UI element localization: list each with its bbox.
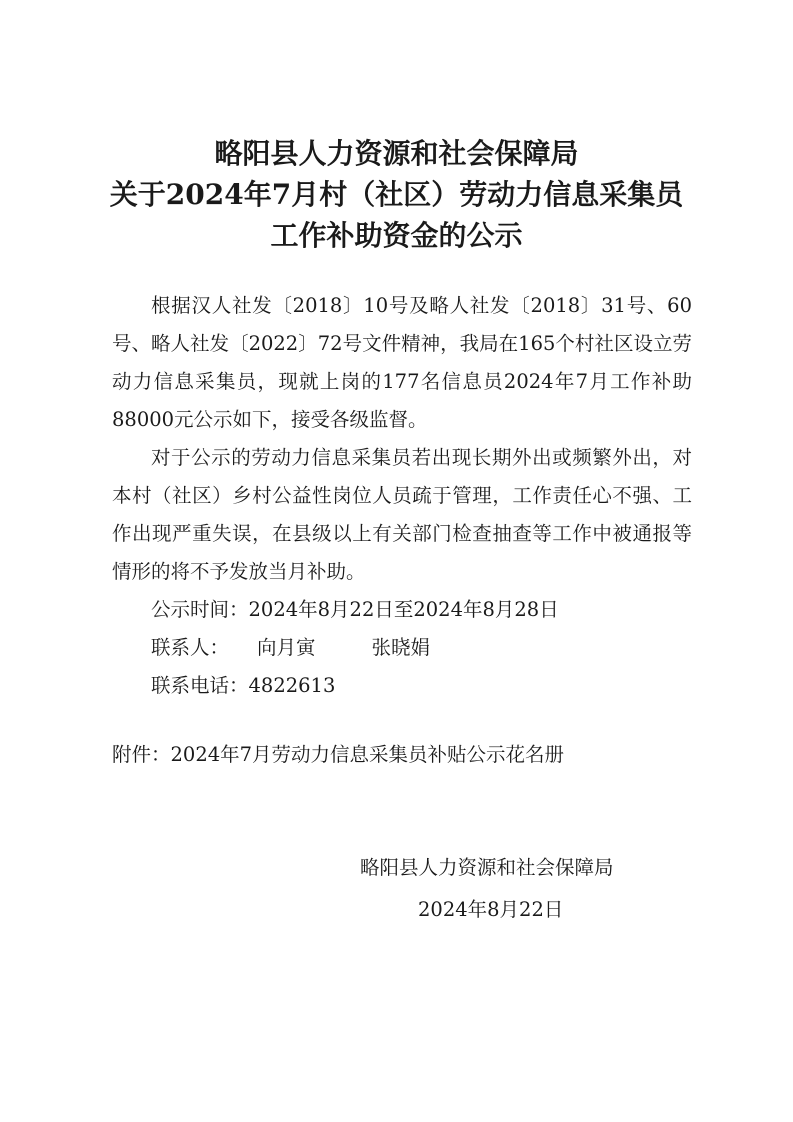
attachment-note: 附件：2024年7月劳动力信息采集员补贴公示花名册 <box>112 743 565 766</box>
document-title <box>0 133 793 256</box>
contact-label: 联系人： <box>151 636 230 659</box>
signature-org: 略阳县人力资源和社会保障局 <box>360 856 614 879</box>
body-paragraph-2: 对于公示的劳动力信息采集员若出现长期外出或频繁外出，对本村（社区）乡村公益性岗位人员疏于管理，工作责任心不强、工作出现严重失误，在县级以上有关部门检查抽查等工作中被通报等情形的将不予发放当月补助。 <box>112 446 692 583</box>
phone-label: 联系电话： <box>151 674 249 697</box>
title-line-3: 工作补助资金的公示 <box>270 219 523 252</box>
body-paragraph-1: 根据汉人社发〔2018〕10号及略人社发〔2018〕31号、60号、略人社发〔2022〕72号文件精神，我局在165个村社区设立劳动力信息采集员，现就上岗的177名信息员2024年7月工作补助88000元公示如下，接受各级监督。 <box>112 294 692 431</box>
signature-block <box>360 847 614 931</box>
contact-line <box>112 629 692 667</box>
contact-person-2: 张晓娟 <box>371 636 431 659</box>
contact-person-1: 向月寅 <box>257 636 316 659</box>
title-line-1: 略阳县人力资源和社会保障局 <box>214 137 579 170</box>
phone-value: 4822613 <box>248 674 336 697</box>
phone-line <box>112 667 692 705</box>
publicity-period-line <box>112 591 692 629</box>
title-line-2: 关于2024年7月村（社区）劳动力信息采集员 <box>109 178 684 211</box>
publicity-period-value: 2024年8月22日至2024年8月28日 <box>248 598 559 621</box>
document-body <box>112 287 692 705</box>
signature-date: 2024年8月22日 <box>418 898 564 921</box>
publicity-period-label: 公示时间： <box>151 598 249 621</box>
